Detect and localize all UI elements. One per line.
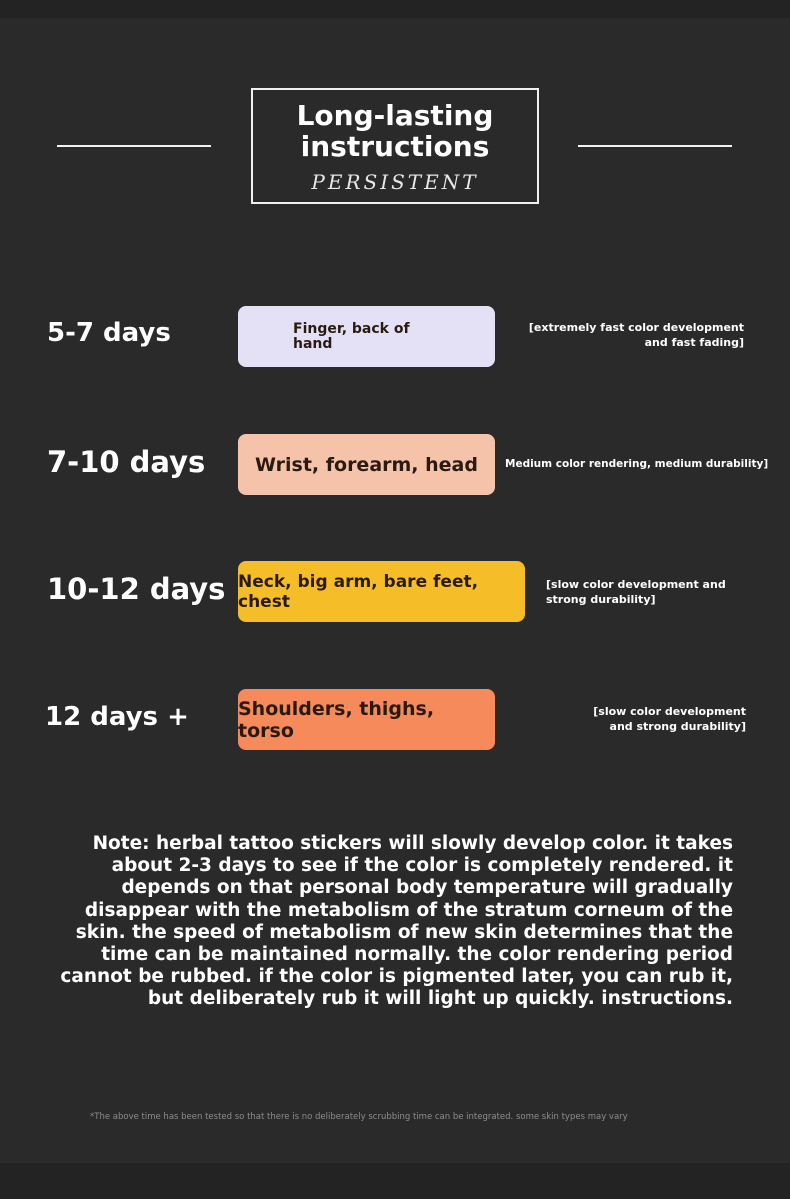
left-divider <box>57 145 211 147</box>
page-subtitle: PERSISTENT <box>311 170 479 194</box>
duration-label: 7-10 days <box>47 445 206 479</box>
duration-label: 5-7 days <box>47 318 171 348</box>
note-paragraph: Note: herbal tattoo stickers will slowly develop color. it takes about 2-3 days to see if the color is completely rendered. it depends on that personal body temperature will gradually disappear with the metabolism of the stratum corneum of the skin. the speed of metabolism of new skin determines that the time can be maintained normally. the color rendering period cannot be rubbed. if the color is pigmented later, you can rub it, but deliberately rub it will light up quickly. instructions. <box>60 833 733 1010</box>
footnote: *The above time has been tested so that there is no deliberately scrubbing time can be integrated. some skin types may vary <box>90 1112 628 1122</box>
page-title: Long-lasting instructions <box>296 99 494 163</box>
right-divider <box>578 145 732 147</box>
duration-label: 12 days + <box>45 702 189 732</box>
duration-label: 10-12 days <box>47 572 226 606</box>
body-area-pill <box>238 689 495 750</box>
durability-note: [slow color development and strong durability] <box>593 705 746 733</box>
body-area-label: Finger, back of hand <box>293 320 410 352</box>
body-area-label: Neck, big arm, bare feet, chest <box>238 571 479 612</box>
body-area-label: Shoulders, thighs, torso <box>238 697 435 742</box>
body-area-pill <box>238 561 525 622</box>
bottom-strip <box>0 1163 790 1199</box>
top-strip <box>0 0 790 18</box>
durability-note: [extremely fast color development and fast fading] <box>528 321 744 349</box>
durability-note: Medium color rendering, medium durability] <box>505 458 769 470</box>
durability-note: [slow color development and strong durability] <box>546 578 726 606</box>
body-area-pill <box>238 306 495 367</box>
title-box <box>251 88 539 204</box>
body-area-label: Wrist, forearm, head <box>255 453 478 476</box>
body-area-pill <box>238 434 495 495</box>
